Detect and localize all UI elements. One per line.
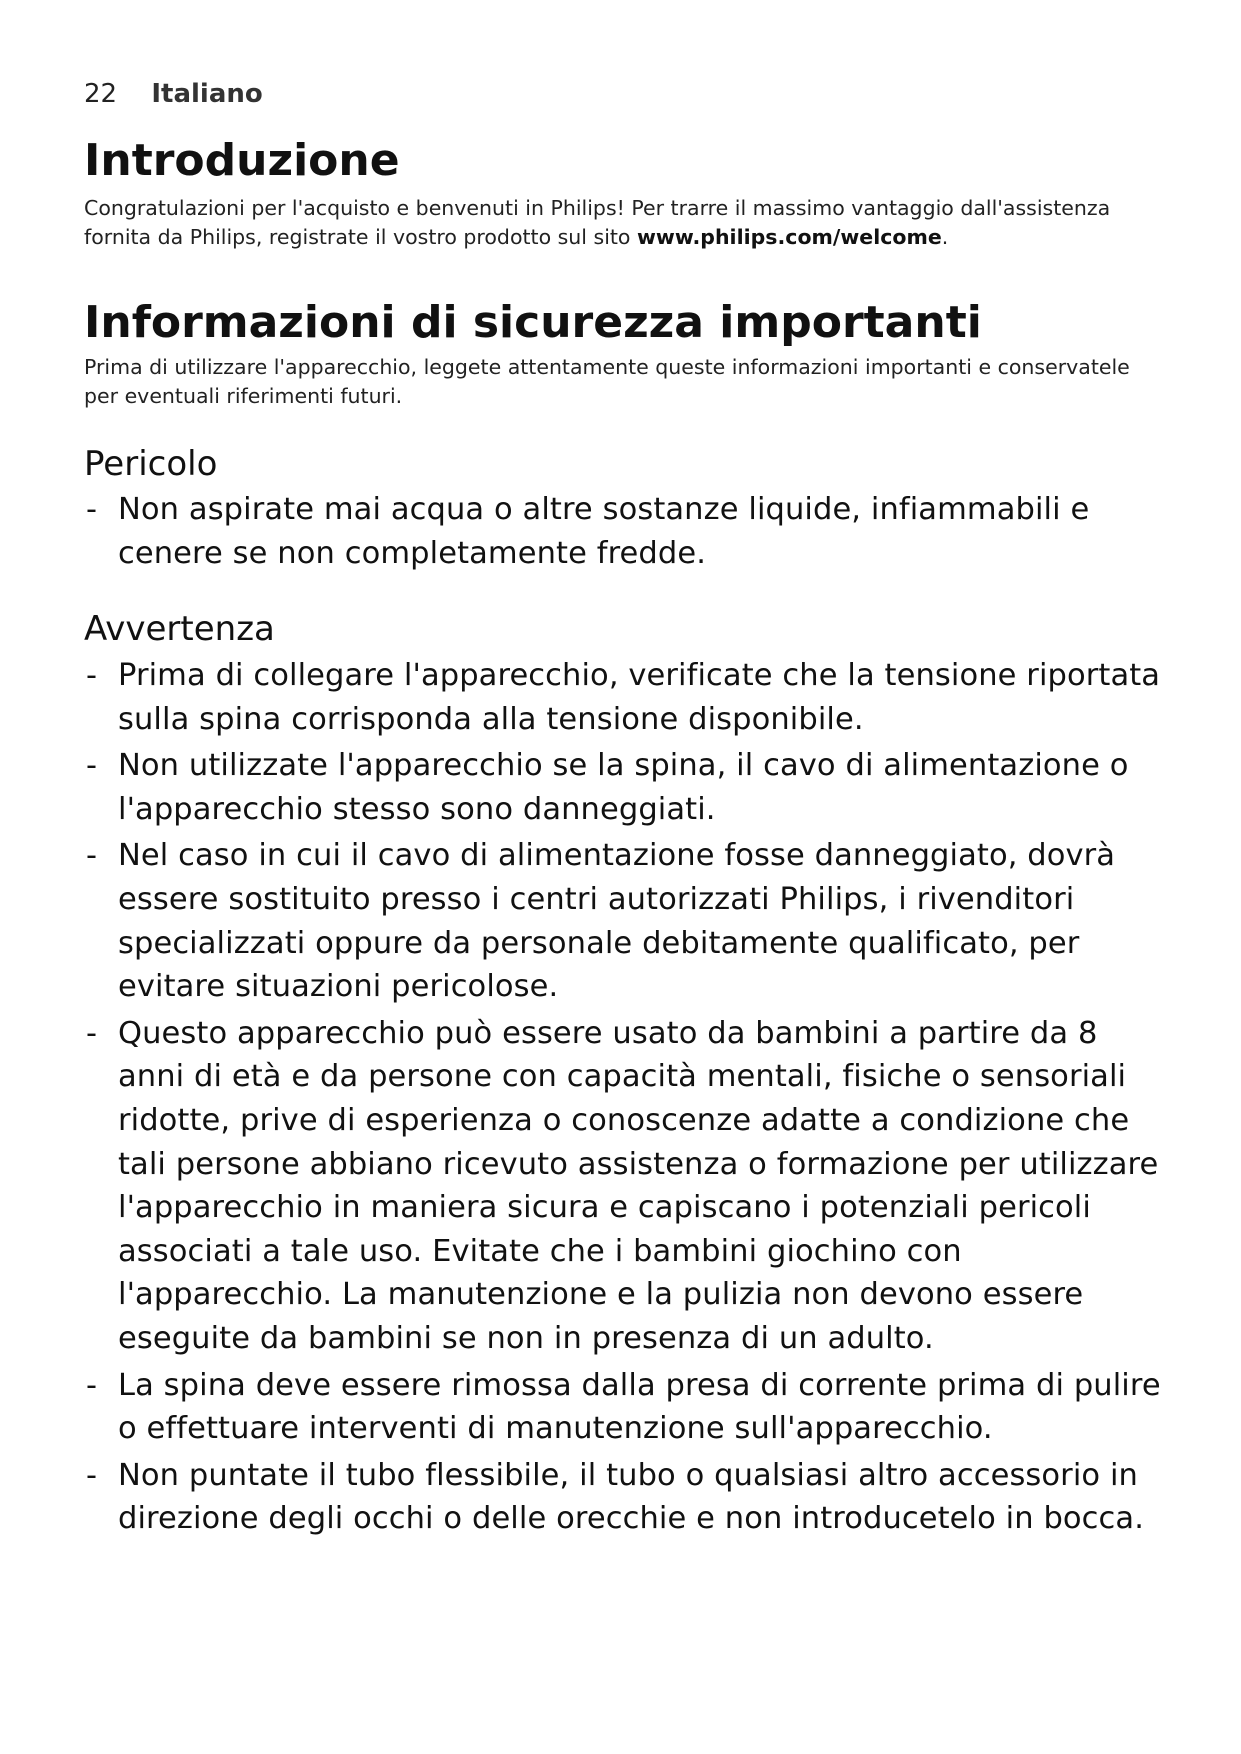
list-item-text: Prima di collegare l'apparecchio, verificate che la tensione riportata sulla spina corrisponda alla tensione disponibile. xyxy=(118,658,1161,737)
list-item-text: Non puntate il tubo flessibile, il tubo o qualsiasi altro accessorio in direzione degli occhi o delle orecchie e non introducetelo in bocca. xyxy=(118,1457,1145,1537)
welcome-link[interactable]: www.philips.com/welcome xyxy=(636,225,942,249)
intro-text-after: . xyxy=(941,225,949,249)
warning-title: Avvertenza xyxy=(84,609,275,649)
list-item xyxy=(84,488,1164,575)
list-item xyxy=(84,744,1164,831)
list-item xyxy=(84,1364,1164,1451)
dash-bullet: - xyxy=(86,748,98,784)
safety-text: Prima di utilizzare l'apparecchio, leggete attentamente queste informazioni importanti e conservatele per eventuali riferimenti futuri. xyxy=(84,355,1130,408)
intro-text-before: Congratulazioni per l'acquisto e benvenuti in Philips! Per trarre il massimo vantaggio dall'assistenza fornita da Philips, registrate il vostro prodotto sul sito xyxy=(84,196,1111,249)
warning-list xyxy=(84,654,1164,1544)
list-item-text: Questo apparecchio può essere usato da bambini a partire da 8 anni di età e da persone con capacità mentali, fisiche o sensoriali ridotte, prive di esperienza o conoscenze adatte a condizione che tali persone abbiano ricevuto assistenza o formazione per utilizzare l'apparecchio in maniera sicura e capiscano i potenziali pericoli associati a tale uso. Evitate che i bambini giochino con l'apparecchio. La manutenzione e la pulizia non devono essere eseguite da bambini se non in presenza di un adulto. xyxy=(118,1015,1159,1356)
dash-bullet: - xyxy=(86,1457,98,1493)
dash-bullet: - xyxy=(86,1367,98,1403)
dash-bullet: - xyxy=(86,838,98,874)
page-number: 22 xyxy=(84,79,118,109)
danger-title: Pericolo xyxy=(84,444,218,484)
list-item-text: Nel caso in cui il cavo di alimentazione fosse danneggiato, dovrà essere sostituito presso i centri autorizzati Philips, i rivenditori specializzati oppure da personale debitamente qualificato, per evitare situazioni pericolose. xyxy=(118,838,1116,1005)
list-item-text: Non utilizzate l'apparecchio se la spina, il cavo di alimentazione o l'apparecchio stesso sono danneggiati. xyxy=(118,748,1129,827)
list-item xyxy=(84,1012,1164,1361)
dash-bullet: - xyxy=(86,658,98,693)
list-item-text: La spina deve essere rimossa dalla presa di corrente prima di pulire o effettuare interventi di manutenzione sull'apparecchio. xyxy=(118,1367,1161,1447)
list-item xyxy=(84,834,1164,1008)
danger-list xyxy=(84,488,1164,578)
list-item xyxy=(84,654,1164,741)
intro-text xyxy=(84,194,1164,252)
list-item xyxy=(84,1454,1164,1541)
intro-title: Introduzione xyxy=(84,135,400,186)
list-item-text: Non aspirate mai acqua o altre sostanze liquide, infiammabili e cenere se non completamente fredde. xyxy=(118,492,1090,571)
language-label: Italiano xyxy=(151,79,263,109)
safety-title: Informazioni di sicurezza importanti xyxy=(84,297,982,348)
dash-bullet: - xyxy=(86,492,98,527)
page-header xyxy=(84,76,263,112)
dash-bullet: - xyxy=(86,1015,98,1051)
